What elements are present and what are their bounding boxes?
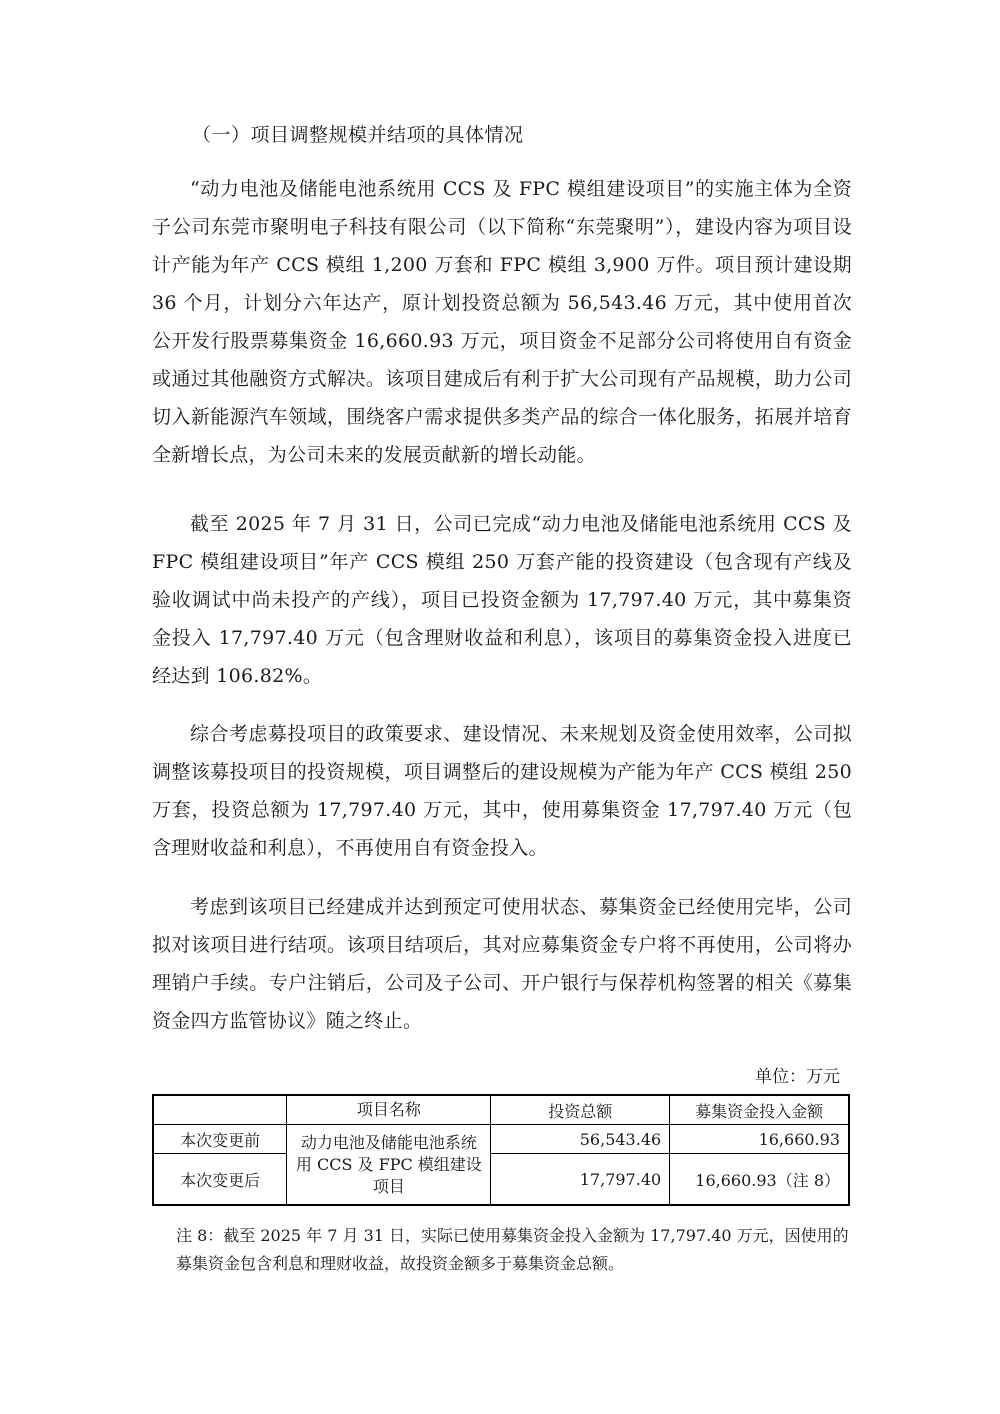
total-before: 56,543.46 [491,1125,670,1154]
table-header-total-investment: 投资总额 [491,1095,670,1125]
paragraph-project-overview: “动力电池及储能电池系统用 CCS 及 FPC 模组建设项目”的实施主体为全资子公司东莞市聚明电子科技有限公司（以下简称“东莞聚明”），建设内容为项目设计产能为年产 CCS 模组 1,200 万套和 FPC 模组 3,900 万件。项目预计建设期 36 个月，计划分六年达产，原计划投资总额为 56,543.46 万元，其中使用首次公开发行股票募集资金 16,660.93 万元，项目资金不足部分公司将使用自有资金或通过其他融资方式解决。该项目建成后有利于扩大公司现有产品规模，助力公司切入新能源汽车领域，围绕客户需求提供多类产品的综合一体化服务，拓展并培育全新增长点，为公司未来的发展贡献新的增长动能。 [152,178,852,466]
paragraph-progress: 截至 2025 年 7 月 31 日，公司已完成“动力电池及储能电池系统用 CCS 及 FPC 模组建设项目”年产 CCS 模组 250 万套产能的投资建设（包含现有产线及验收调试中尚未投产的产线），项目已投资金额为 17,797.40 万元，其中募集资金投入 17,797.40 万元（包含理财收益和利息），该项目的募集资金投入进度已经达到 106.82%。 [152,513,852,687]
table-header-raised-funds: 募集资金投入金额 [670,1095,849,1125]
paragraph-closure: 考虑到该项目已经建成并达到预定可使用状态、募集资金已经使用完毕，公司拟对该项目进行结项。该项目结项后，其对应募集资金专户将不再使用，公司将办理销户手续。专户注销后，公司及子公司、开户银行与保荐机构签署的相关《募集资金四方监管协议》随之终止。 [152,896,852,1032]
row-label-after: 本次变更后 [153,1154,287,1206]
raised-after: 16,660.93（注 8） [670,1154,849,1206]
raised-before: 16,660.93 [670,1125,849,1154]
table-row [153,1154,849,1206]
footnote: 注 8：截至 2025 年 7 月 31 日，实际已使用募集资金投入金额为 17,797.40 万元，因使用的募集资金包含利息和理财收益，故投资金额多于募集资金总额。 [176,1226,849,1273]
paragraph-adjustment: 综合考虑募投项目的政策要求、建设情况、未来规划及资金使用效率，公司拟调整该募投项目的投资规模，项目调整后的建设规模为产能为年产 CCS 模组 250 万套，投资总额为 17,797.40 万元，其中，使用募集资金 17,797.40 万元（包含理财收益和利息），不再使用自有资金投入。 [152,723,852,859]
table-header-row [153,1095,849,1125]
fund-change-table [152,1094,850,1206]
table-unit-label: 单位：万元 [755,1067,840,1087]
table-row [153,1125,849,1154]
section-heading: （一）项目调整规模并结项的具体情况 [192,124,524,146]
project-name-cell: 动力电池及储能电池系统用 CCS 及 FPC 模组建设项目 [287,1125,491,1206]
total-after: 17,797.40 [491,1154,670,1206]
row-label-before: 本次变更前 [153,1125,287,1154]
table-header-project-name: 项目名称 [287,1095,491,1125]
table-header-blank [153,1095,287,1125]
